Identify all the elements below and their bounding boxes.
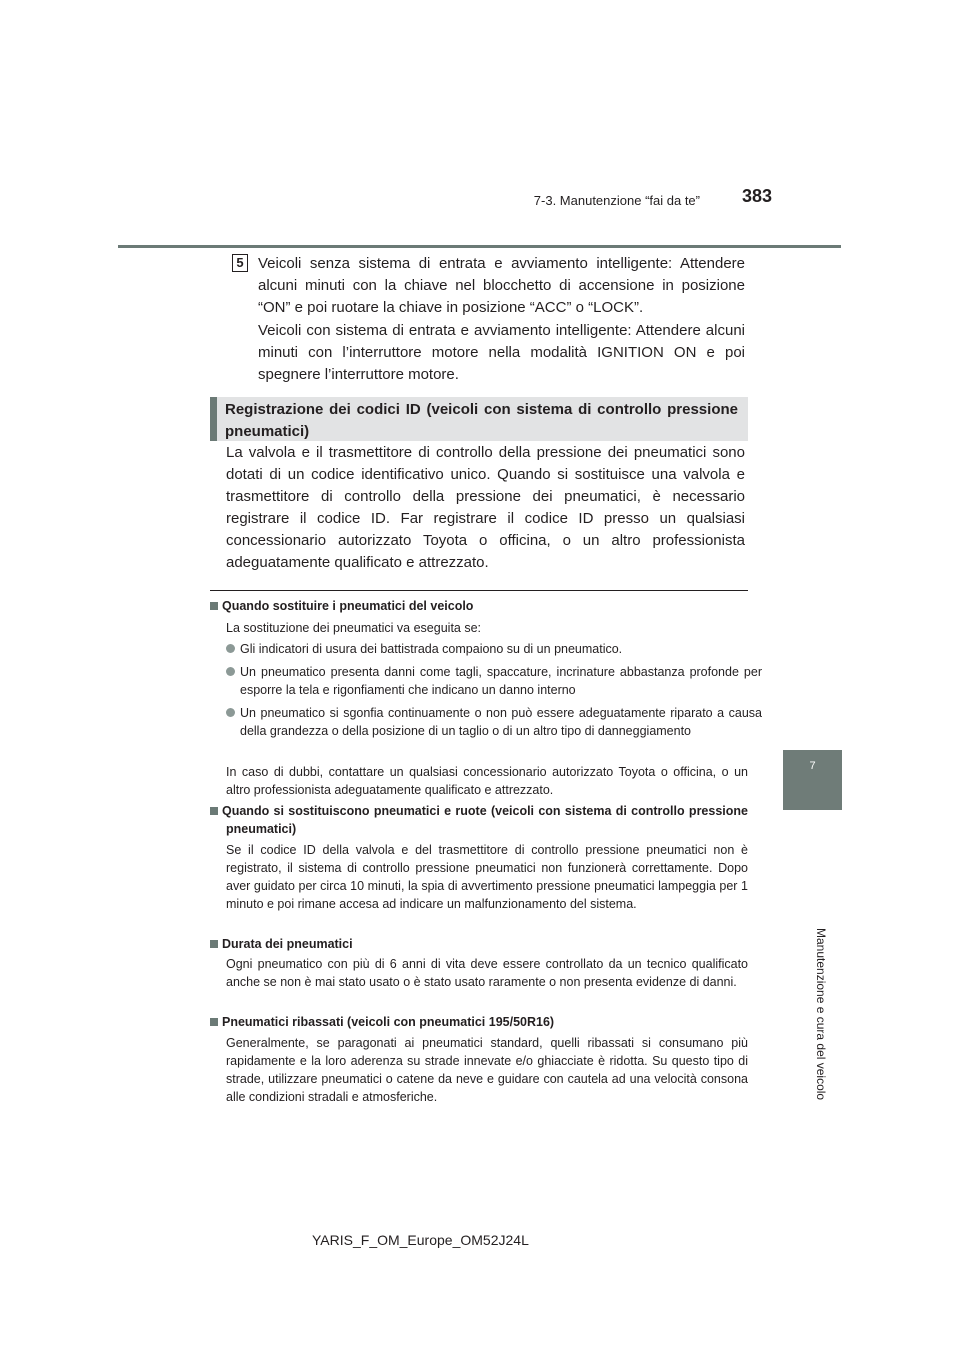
bullet-text: Un pneumatico si sgonfia continuamente o non può essere adeguatamente riparato a causa della grandezza o della posizione di un taglio o di un altro tipo di danneggiamento [240, 706, 762, 738]
note-1-bullet-1 [226, 640, 748, 658]
note-4-heading-row [210, 1013, 748, 1031]
note-1-bullet-2 [226, 663, 762, 699]
step-paragraph-1: Veicoli senza sistema di entrata e avviamento intelligente: Attendere alcuni minuti con la chiave nel blocchetto di accensione in posizione “ON” e poi ruotare la chiave in posizione “ACC” o “LOCK”. [258, 255, 745, 316]
square-bullet-icon [210, 602, 218, 610]
section-title: Registrazione dei codici ID (veicoli con sistema di controllo pressione pneumatici) [225, 401, 738, 440]
note-1-heading: Quando sostituire i pneumatici del veicolo [222, 599, 474, 613]
circle-bullet-icon [226, 667, 235, 676]
note-2-heading: Quando si sostituiscono pneumatici e ruote (veicoli con sistema di controllo pressione pneumatici) [222, 804, 748, 836]
note-2-heading-row [210, 802, 748, 838]
note-4-body: Generalmente, se paragonati ai pneumatici standard, quelli ribassati si consumano più rapidamente e la loro aderenza su strade innevate e/o ghiacciate è ridotta. Su questo tipo di strade, utilizzare pneumatici o catene da neve e guidare con cautela ad una velocità consona alle condizioni stradali e atmosferiche. [226, 1036, 748, 1104]
note-1-outro: In caso di dubbi, contattare un qualsiasi concessionario autorizzato Toyota o officina, o un altro professionista adeguatamente qualificato e attrezzato. [226, 765, 748, 797]
step-number-box: 5 [232, 254, 248, 272]
header-divider [118, 245, 841, 248]
notes-divider [210, 590, 748, 591]
chapter-tab [783, 750, 842, 810]
bullet-text: Gli indicatori di usura dei battistrada compaiono su di un pneumatico. [240, 642, 623, 656]
header-section-title: 7-3. Manutenzione “fai da te” [533, 193, 700, 208]
circle-bullet-icon [226, 708, 235, 717]
square-bullet-icon [210, 807, 218, 815]
note-2-heading-wrap [210, 802, 748, 838]
chapter-number: 7 [809, 760, 816, 772]
note-3-body: Ogni pneumatico con più di 6 anni di vita deve essere controllato da un tecnico qualificato anche se non è mai stato usato o è stato usato raramente o non presenta evidenze di danni. [226, 957, 748, 989]
chapter-title-vertical: Manutenzione e cura del veicolo [814, 928, 828, 1101]
note-2-body: Se il codice ID della valvola e del trasmettitore di controllo pressione pneumatici non è registrato, il sistema di controllo pressione pneumatici non funzionerà correttamente. Dopo aver guidato per circa 10 minuti, la spia di avvertimento pressione pneumatici lampeggia per 1 minuto e poi rimane accesa ad indicare un malfunzionamento del sistema. [226, 843, 748, 911]
section-heading-box [210, 397, 748, 441]
section-body: La valvola e il trasmettitore di controllo della pressione dei pneumatici sono dotati di un codice identificativo unico. Quando si sostituisce una valvola e trasmettitore di controllo della pressione dei pneumatici, è necessario registrare il codice ID. Far registrare il codice ID presso un qualsiasi concessionario autorizzato Toyota o officina, o un altro professionista adeguatamente qualificato e attrezzato. [226, 444, 745, 571]
circle-bullet-icon [226, 644, 235, 653]
note-1-intro: La sostituzione dei pneumatici va eseguita se: [226, 621, 482, 635]
note-1-bullet-3 [226, 704, 762, 758]
page-number: 383 [741, 186, 772, 206]
note-3-heading: Durata dei pneumatici [222, 937, 353, 951]
bullet-text: Un pneumatico presenta danni come tagli, spaccature, incrinature abbastanza profonde per esporre la tela e rigonfiamenti che indicano un danno interno [240, 665, 762, 697]
square-bullet-icon [210, 1018, 218, 1026]
note-1-heading-row [210, 597, 748, 615]
step-paragraph-2: Veicoli con sistema di entrata e avviamento intelligente: Attendere alcuni minuti con l’interruttore motore nella modalità IGNITION ON e poi spegnere l’interruttore motore. [258, 322, 745, 383]
note-3-heading-row [210, 935, 748, 953]
note-4-heading: Pneumatici ribassati (veicoli con pneumatici 195/50R16) [222, 1015, 555, 1029]
square-bullet-icon [210, 940, 218, 948]
document-code: YARIS_F_OM_Europe_OM52J24L [312, 1232, 529, 1248]
